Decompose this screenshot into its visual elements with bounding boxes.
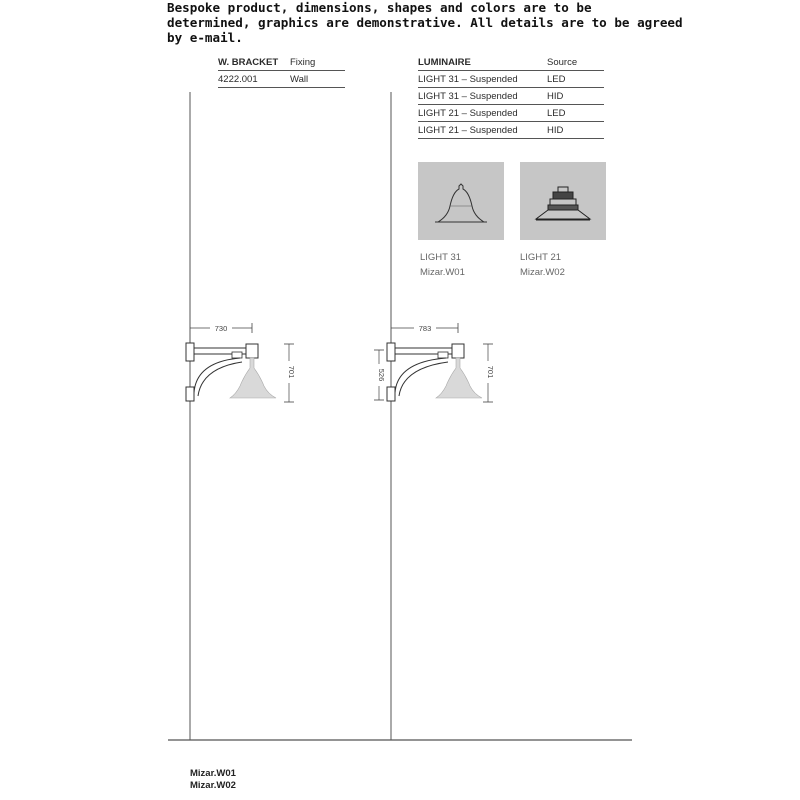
- notice-line-2: determined, graphics are demonstrative. All details are to be agreed: [167, 15, 683, 30]
- left-bracket-drawing: [186, 322, 296, 402]
- bracket-code-cell: 4222.001: [218, 74, 258, 85]
- source-cell: HID: [547, 91, 564, 102]
- luminaire-cell: LIGHT 31 – Suspended: [418, 91, 518, 102]
- footer-code-1: Mizar.W01: [190, 768, 236, 779]
- source-cell: LED: [547, 108, 566, 119]
- notice-line-1: Bespoke product, dimensions, shapes and colors are to be: [167, 0, 592, 15]
- fixing-cell: Wall: [290, 74, 309, 85]
- right-height-dimension: 701: [486, 365, 495, 379]
- left-width-dimension: 730: [214, 324, 228, 333]
- luminaire-cell: LIGHT 21 – Suspended: [418, 108, 518, 119]
- footer-code-2: Mizar.W02: [190, 780, 236, 791]
- right-width-dimension: 783: [418, 324, 432, 333]
- right-shade: [436, 358, 482, 398]
- left-height-dimension: 701: [287, 365, 296, 379]
- source-cell: LED: [547, 74, 566, 85]
- footer-codes: [190, 768, 236, 792]
- thumbnail-name: LIGHT 21: [520, 252, 562, 263]
- column-header-source: Source: [547, 57, 578, 68]
- right-mount-dimension: 526: [377, 368, 386, 382]
- luminaire-cell: LIGHT 31 – Suspended: [418, 74, 518, 85]
- column-header-bracket: W. BRACKET: [218, 57, 279, 68]
- source-cell: HID: [547, 125, 564, 136]
- thumbnail-name: LIGHT 31: [420, 252, 462, 263]
- thumbnail-code: Mizar.W01: [420, 267, 465, 278]
- luminaire-cell: LIGHT 21 – Suspended: [418, 125, 518, 136]
- column-header-fixing: Fixing: [290, 57, 316, 68]
- column-header-luminaire: LUMINAIRE: [418, 57, 471, 68]
- left-shade: [230, 358, 276, 398]
- notice-line-3: by e-mail.: [167, 30, 243, 45]
- thumbnail-code: Mizar.W02: [520, 267, 565, 278]
